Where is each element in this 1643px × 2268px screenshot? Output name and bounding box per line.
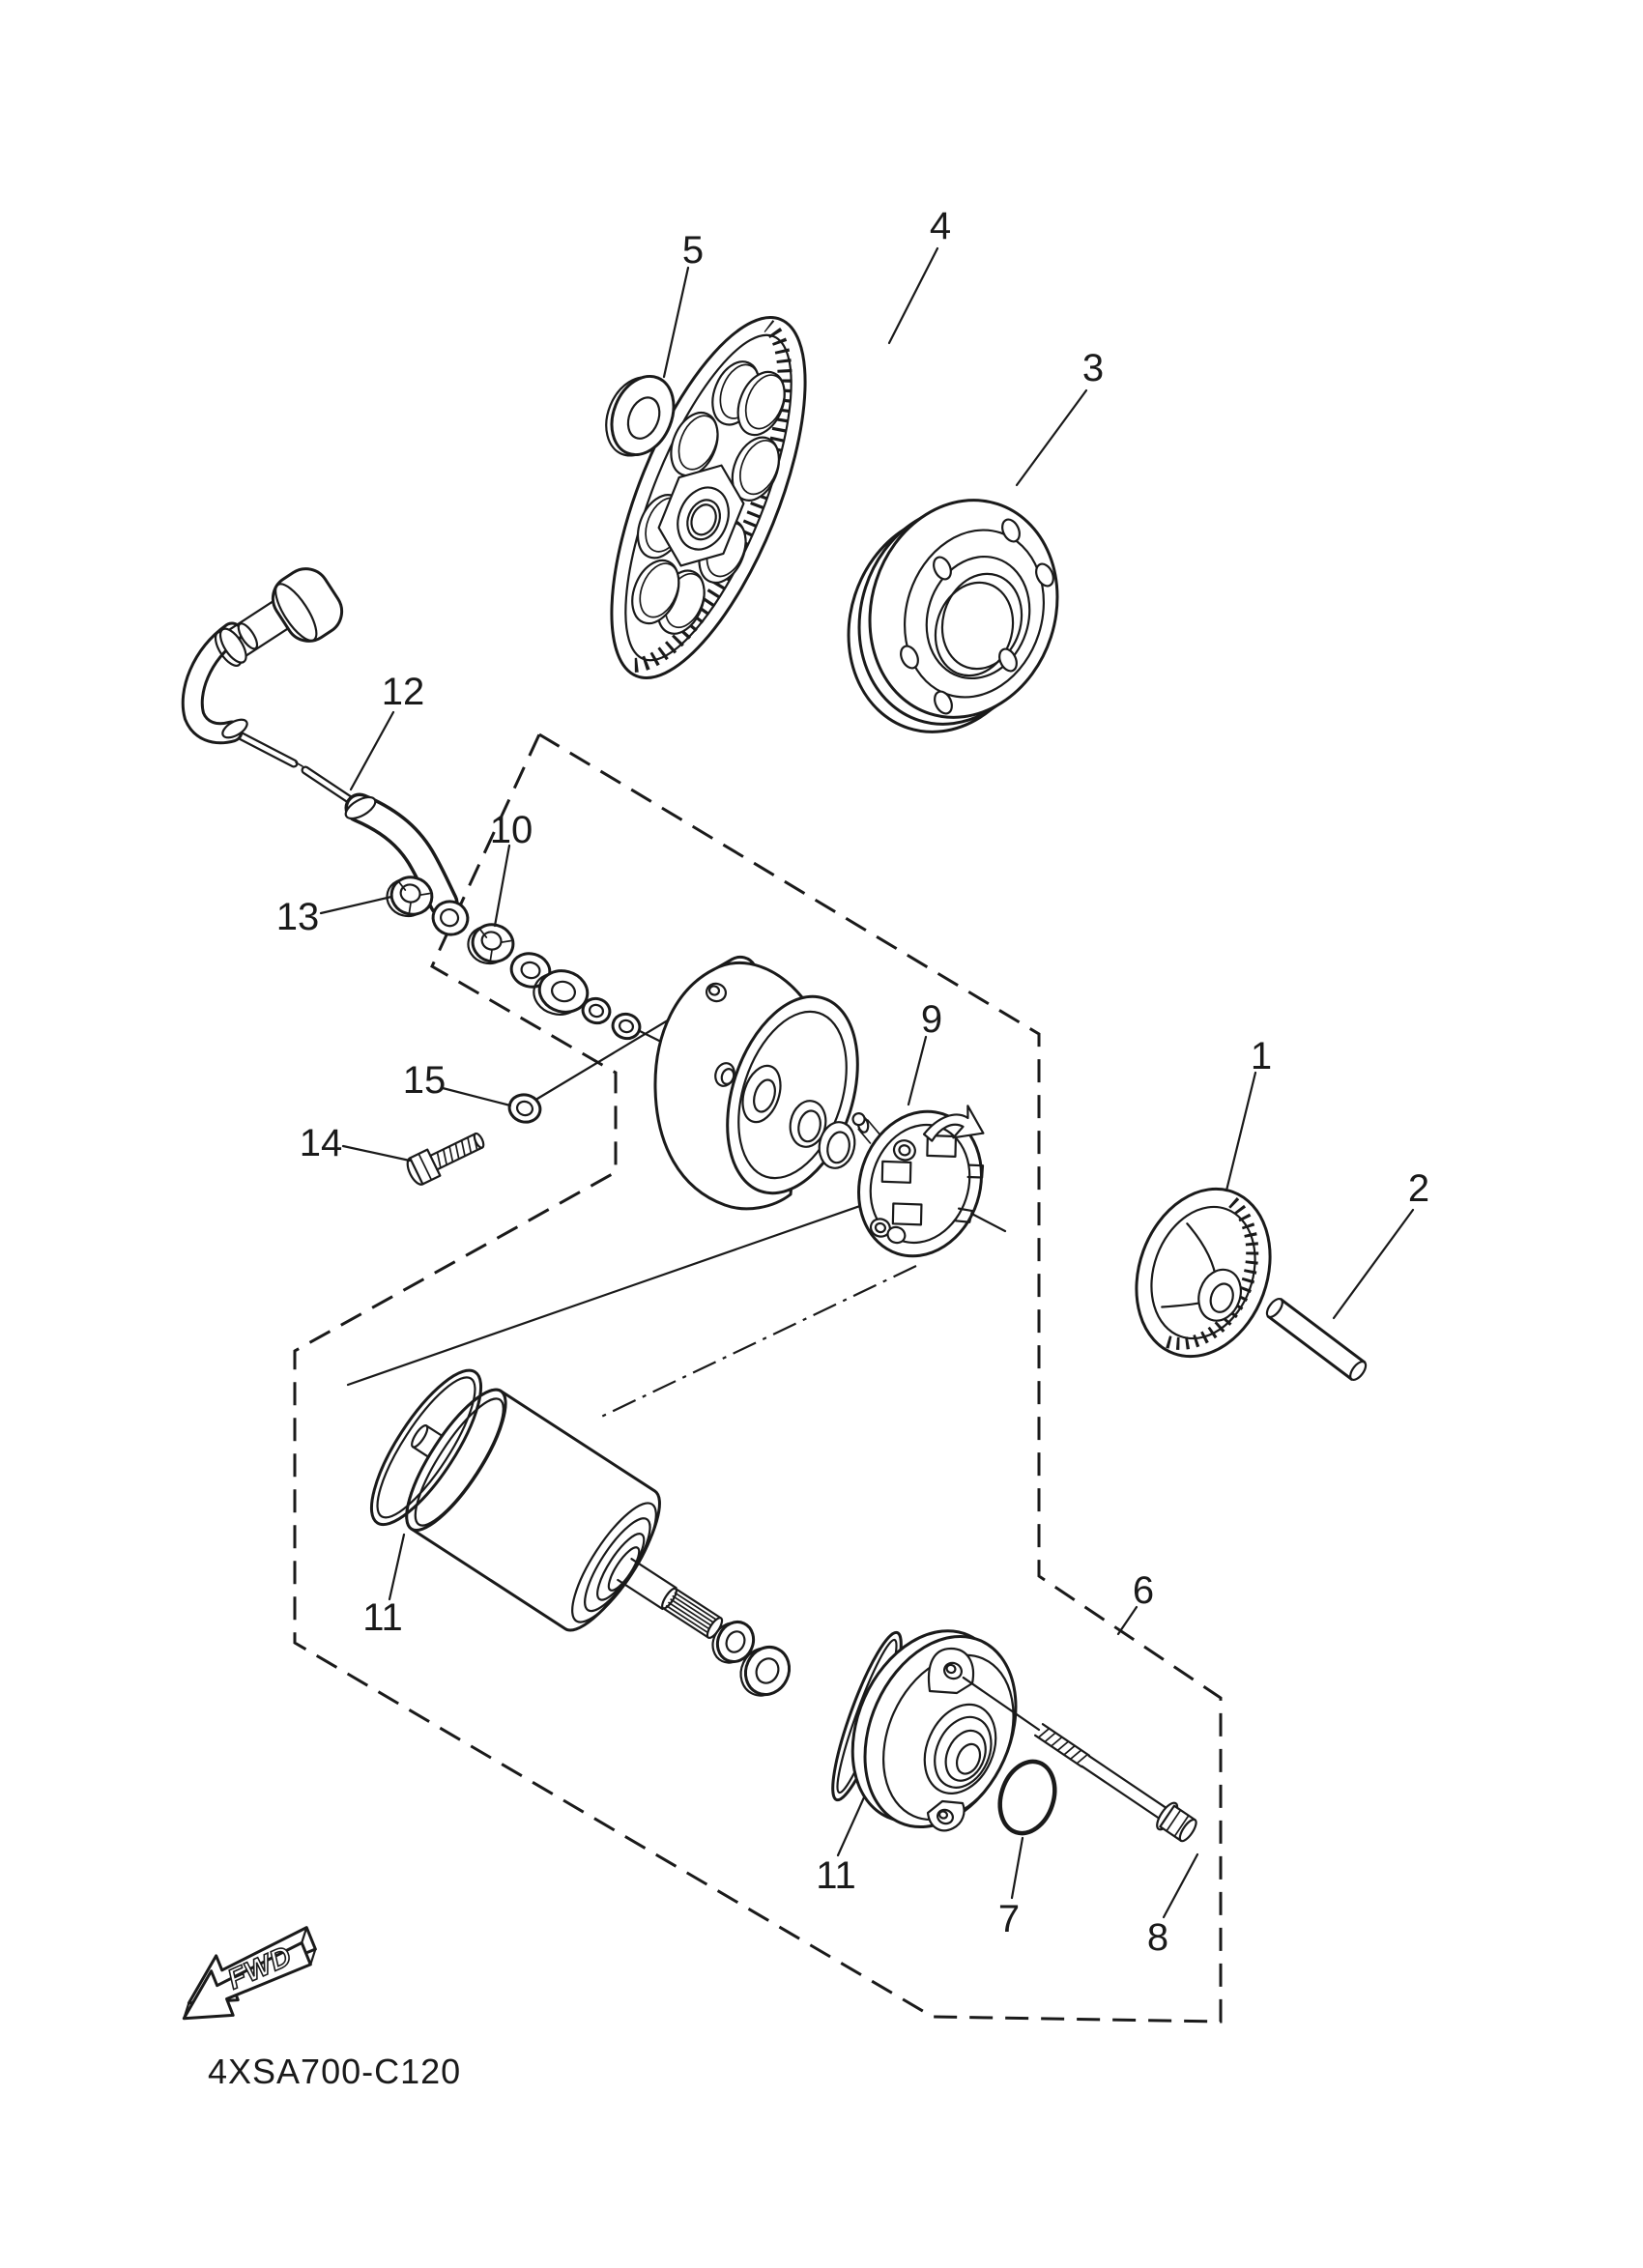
cover-flange	[821, 475, 1084, 757]
callout-8: 8	[1146, 1916, 1169, 1959]
idle-gear	[1114, 1170, 1293, 1375]
callout-10: 10	[489, 809, 533, 851]
terminal-nut-10	[464, 919, 517, 969]
callout-leaders	[321, 248, 1413, 1917]
callout-4: 4	[929, 205, 952, 247]
callout-6: 6	[1132, 1569, 1155, 1612]
bolt-14	[404, 1126, 488, 1187]
axis-line	[597, 1266, 916, 1419]
callout-1: 1	[1250, 1035, 1273, 1077]
motor-rear-cover	[655, 951, 880, 1210]
stack-ring-2	[610, 1011, 643, 1041]
diagram-code: 4XSA700-C120	[208, 2052, 462, 2091]
clutch-gear-wheel	[572, 294, 846, 703]
callout-13: 13	[275, 896, 320, 938]
callout-14: 14	[299, 1122, 343, 1164]
callout-2: 2	[1407, 1167, 1430, 1210]
fwd-arrow	[169, 1927, 326, 2028]
starter-cable	[192, 560, 444, 903]
callout-3: 3	[1081, 347, 1105, 389]
gear-pin	[1264, 1296, 1369, 1382]
callout-11-armature: 11	[362, 1596, 403, 1639]
callout-9: 9	[920, 998, 943, 1041]
armature	[353, 1357, 764, 1710]
bracket-ear-top	[929, 1649, 973, 1693]
group-boundary-dashed	[295, 734, 1221, 2022]
fwd-label: FWD	[223, 1939, 298, 1996]
callout-5: 5	[681, 229, 705, 272]
callout-12: 12	[381, 671, 425, 713]
callout-11-bracket: 11	[816, 1854, 856, 1897]
washer-15	[506, 1091, 543, 1125]
callout-7: 7	[997, 1898, 1021, 1940]
callout-15: 15	[402, 1059, 447, 1102]
